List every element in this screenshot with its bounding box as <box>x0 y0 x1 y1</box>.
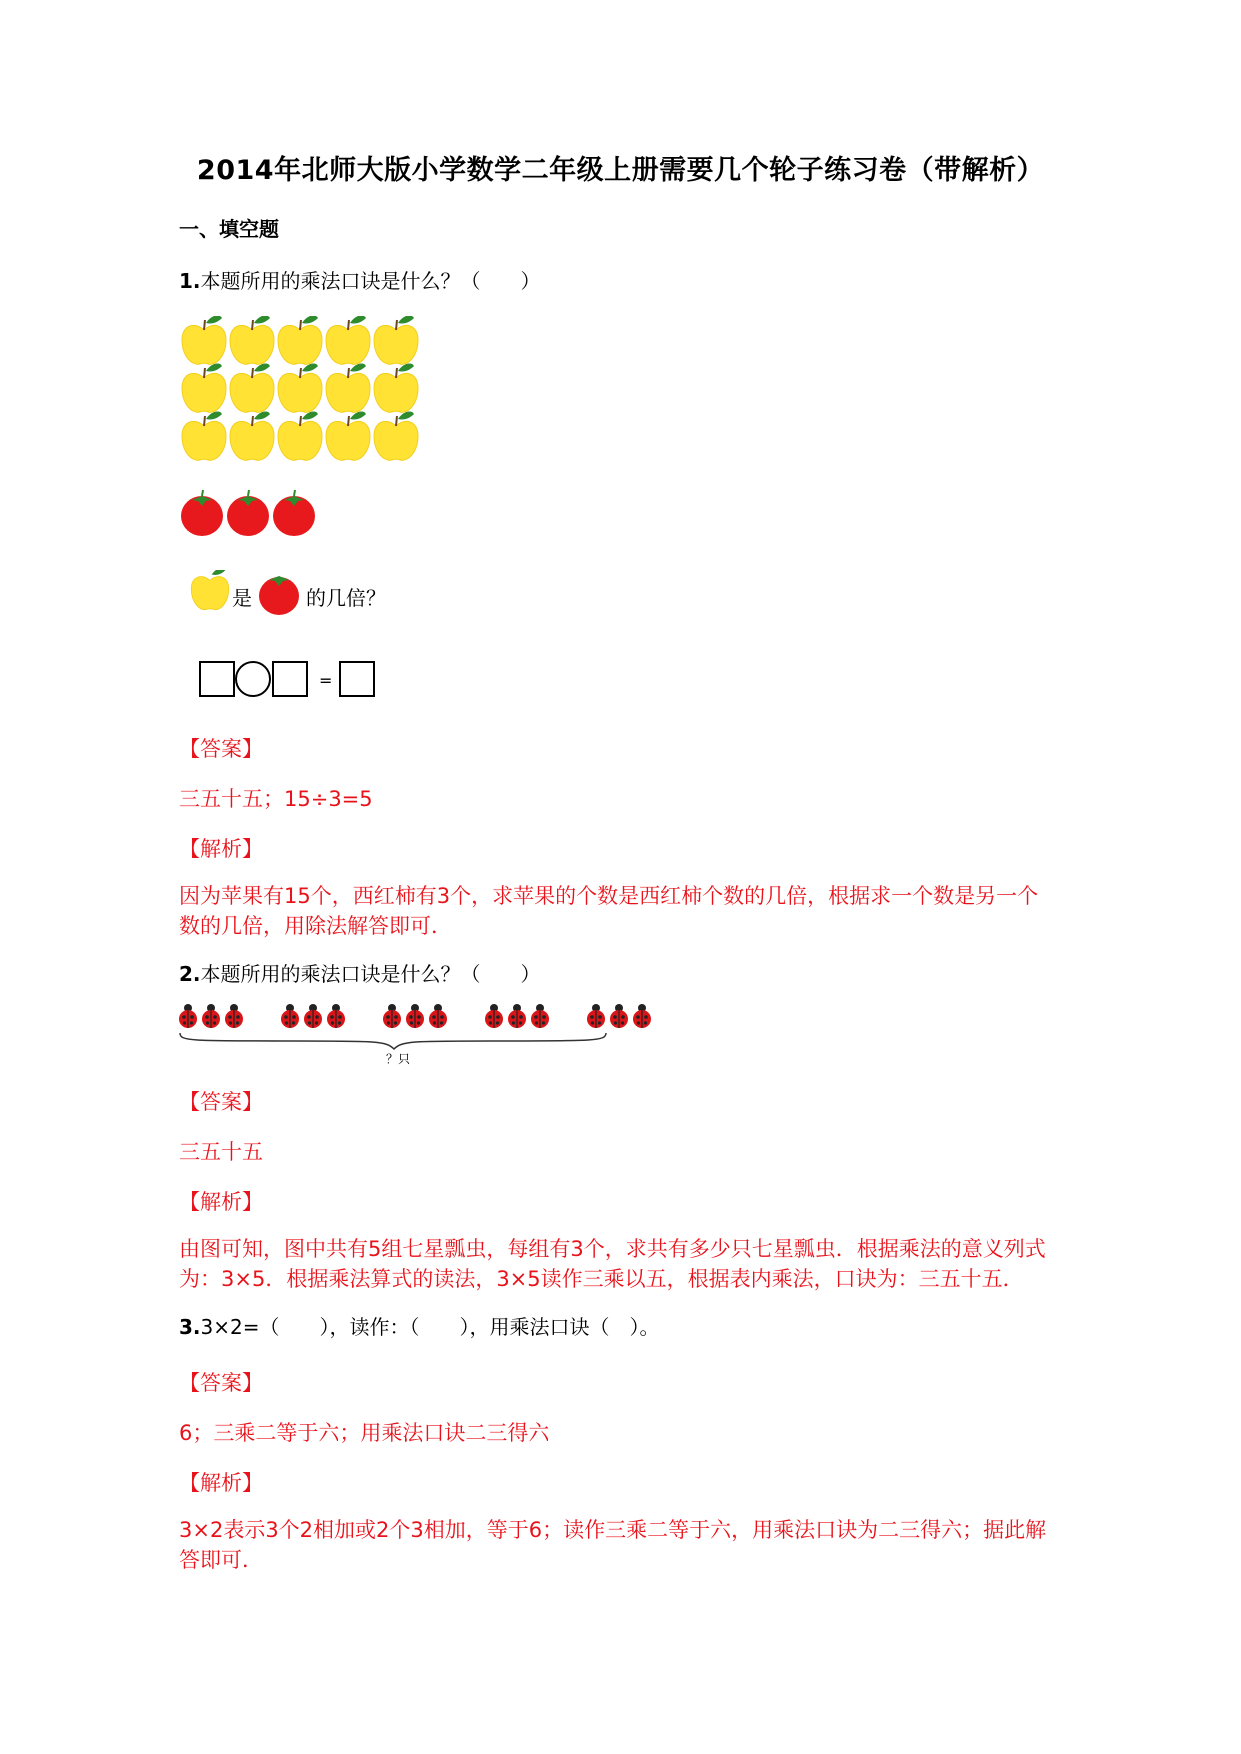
apple-icon <box>190 570 230 618</box>
question-number: 2. <box>179 962 201 986</box>
section-heading: 一、填空题 <box>179 217 279 241</box>
apple-icon <box>374 316 418 364</box>
equation-boxes <box>198 660 383 700</box>
ladybug-icon <box>485 1004 503 1028</box>
ladybug-icon <box>610 1004 628 1028</box>
equals-sign: = <box>319 671 333 690</box>
tomato-icon <box>273 490 315 536</box>
question-1 <box>179 265 541 294</box>
answer-text: 6；三乘二等于六；用乘法口诀二三得六 <box>179 1421 550 1445</box>
apple-icon <box>278 411 322 460</box>
apple-icon <box>278 316 322 364</box>
answer-tag: 【答案】 <box>179 1371 263 1395</box>
apple-icon <box>230 363 274 412</box>
analysis-tag: 【解析】 <box>179 837 263 861</box>
tomato-icon <box>181 490 223 536</box>
apple-icon <box>230 411 274 460</box>
analysis-text: 3×2表示3个2相加或2个3相加，等于6；读作三乘二等于六，用乘法口诀为二三得六；据此解答即可． <box>179 1518 1047 1572</box>
brace-label: ？只 <box>386 1052 411 1065</box>
blank-box <box>273 662 307 696</box>
analysis-tag: 【解析】 <box>179 1471 263 1495</box>
apple-icon <box>278 363 322 412</box>
question-text: 本题所用的乘法口诀是什么？（ ） <box>200 269 541 293</box>
blank-box <box>340 662 374 696</box>
apple-grid-figure <box>180 316 430 481</box>
apple-icon <box>182 411 226 460</box>
question-number: 1. <box>179 269 201 293</box>
ladybug-icon <box>327 1004 345 1028</box>
group-brace <box>180 1033 606 1049</box>
answer-tag: 【答案】 <box>179 1090 263 1114</box>
operator-circle <box>236 662 270 696</box>
ladybug-icon <box>179 1004 197 1028</box>
ladybug-icon <box>531 1004 549 1028</box>
tomato-row-figure <box>180 488 330 544</box>
apple-icon <box>182 316 226 364</box>
ladybug-icon <box>304 1004 322 1028</box>
question-2 <box>179 958 541 987</box>
question-3 <box>179 1311 659 1340</box>
question-number: 3. <box>179 1315 201 1339</box>
question-text: 3×2=（ ），读作：（ ），用乘法口诀（ ）。 <box>200 1315 660 1339</box>
ladybug-icon <box>429 1004 447 1028</box>
answer-text: 三五十五；15÷3=5 <box>179 787 373 811</box>
tomato-icon <box>256 570 302 618</box>
ladybug-icon <box>225 1004 243 1028</box>
ladybug-icon <box>508 1004 526 1028</box>
ladybug-icon <box>202 1004 220 1028</box>
analysis-text: 由图可知，图中共有5组七星瓢虫，每组有3个，求共有多少只七星瓢虫．根据乘法的意义列式为：3×5．根据乘法算式的读法，3×5读作三乘以五，根据表内乘法，口诀为：三五十五． <box>179 1237 1046 1291</box>
apple-icon <box>326 411 370 460</box>
apple-icon <box>374 411 418 460</box>
answer-text: 三五十五 <box>179 1140 263 1164</box>
analysis-tag: 【解析】 <box>179 1190 263 1214</box>
question-text: 本题所用的乘法口诀是什么？（ ） <box>200 962 541 986</box>
blank-box <box>200 662 234 696</box>
ladybug-groups-figure <box>176 1003 656 1065</box>
ladybug-icon <box>383 1004 401 1028</box>
answer-tag: 【答案】 <box>179 737 263 761</box>
apple-icon <box>182 363 226 412</box>
ladybug-icon <box>406 1004 424 1028</box>
apple-icon <box>374 363 418 412</box>
apple-icon <box>326 363 370 412</box>
analysis-text: 因为苹果有15个，西红柿有3个，求苹果的个数是西红柿个数的几倍，根据求一个数是另一个数的几倍，用除法解答即可． <box>179 884 1039 938</box>
comparison-question <box>190 570 490 620</box>
page-title: 2014年北师大版小学数学二年级上册需要几个轮子练习卷（带解析） <box>196 155 1045 186</box>
is-label: 是 <box>232 586 252 610</box>
ladybug-icon <box>281 1004 299 1028</box>
times-question-label: 的几倍？ <box>306 586 386 610</box>
apple-icon <box>326 316 370 364</box>
ladybug-icon <box>633 1004 651 1028</box>
apple-icon <box>230 316 274 364</box>
ladybug-icon <box>587 1004 605 1028</box>
tomato-icon <box>227 490 269 536</box>
